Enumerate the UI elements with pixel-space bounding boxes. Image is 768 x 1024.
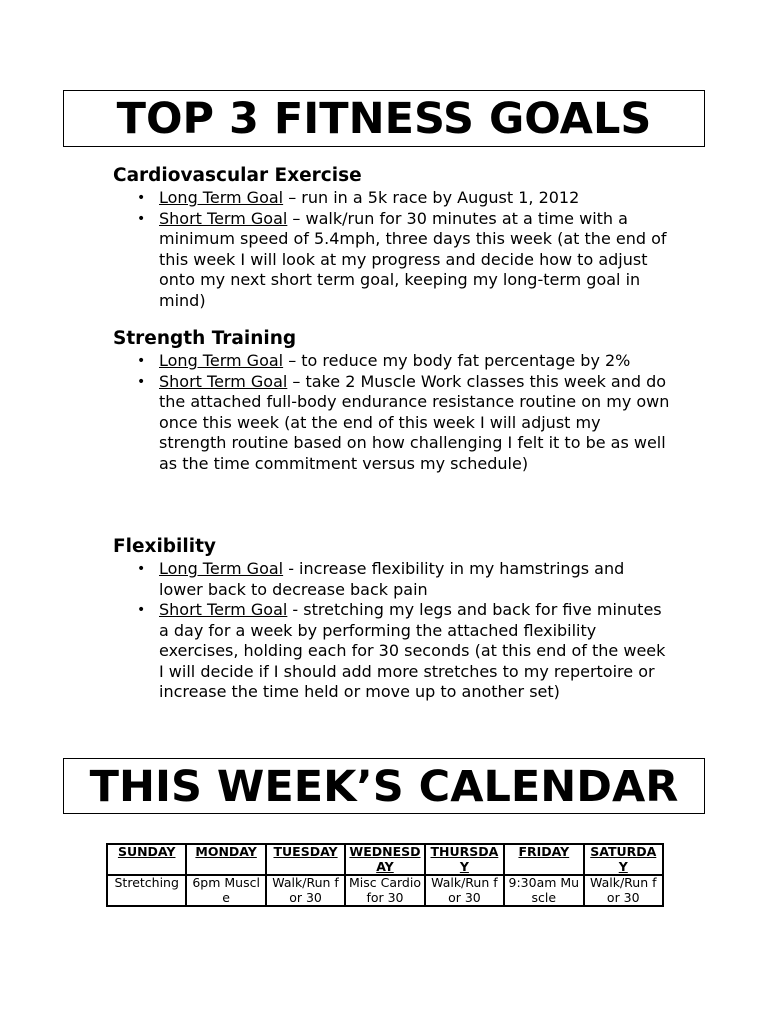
goal-list <box>113 351 673 474</box>
table-cell: Stretching <box>107 875 186 906</box>
goal-label: Short Term Goal <box>159 371 288 391</box>
bullet-icon: • <box>137 190 146 206</box>
table-header-row <box>107 844 663 875</box>
goal-label: Long Term Goal <box>159 351 284 370</box>
column-header-friday: FRIDAY <box>504 844 583 875</box>
goal-list <box>113 188 673 311</box>
goal-text: – run in a 5k race by August 1, 2012 <box>283 188 580 207</box>
list-item <box>113 209 673 312</box>
section-strength-training <box>113 327 673 474</box>
goal-label: Short Term Goal <box>159 600 288 619</box>
goal-text: - increase flexibility in my hamstrings and lower back to decrease back pain <box>159 559 625 599</box>
list-item <box>113 372 673 475</box>
section-heading: Cardiovascular Exercise <box>113 165 362 186</box>
column-header-thursday: THURSDAY <box>425 844 504 875</box>
table-cell: Walk/Run for 30 <box>584 875 663 906</box>
goal-text: – walk/run for 30 minutes at a time with a minimum speed of 5.4mph, three days this week (at the end of this week I will look at my progress and decide how to adjust onto my next short term goal, keeping my long-term goal in mind) <box>159 208 667 310</box>
section-heading: Flexibility <box>113 536 216 557</box>
table-cell: Walk/Run for 30 <box>266 875 345 906</box>
column-header-monday: MONDAY <box>186 844 265 875</box>
bullet-icon: • <box>137 210 146 227</box>
column-header-sunday: SUNDAY <box>107 844 186 875</box>
section-cardiovascular <box>113 164 673 311</box>
calendar-title: THIS WEEK’S CALENDAR <box>63 758 705 814</box>
page-title: TOP 3 FITNESS GOALS <box>63 90 705 147</box>
table-cell: 6pm Muscle <box>186 875 265 906</box>
section-flexibility <box>113 535 673 703</box>
section-heading: Strength Training <box>113 328 297 349</box>
goal-text: – to reduce my body fat percentage by 2% <box>283 351 631 370</box>
column-header-tuesday: TUESDAY <box>266 844 345 875</box>
bullet-icon: • <box>137 561 146 577</box>
bullet-icon: • <box>137 602 146 618</box>
list-item <box>113 559 673 600</box>
bullet-icon: • <box>137 373 146 390</box>
list-item <box>113 188 673 209</box>
list-item <box>113 600 673 703</box>
list-item <box>113 351 673 372</box>
goal-text: – take 2 Muscle Work classes this week and do the attached full-body endurance resistance routine on my own once this week (at the end of this week I will adjust my strength routine based on how challenging I felt it to be as well as the time commitment versus my schedule) <box>159 371 670 473</box>
table-cell: Walk/Run for 30 <box>425 875 504 906</box>
goal-label: Long Term Goal <box>159 188 284 207</box>
weekly-calendar-table <box>106 843 664 907</box>
goal-label: Long Term Goal <box>159 559 284 578</box>
goal-text: - stretching my legs and back for five minutes a day for a week by performing the attached flexibility exercises, holding each for 30 seconds (at this end of the week I will decide if I should add more stretches to my repertoire or increase the time held or move up to another set) <box>159 600 666 701</box>
bullet-icon: • <box>137 353 146 369</box>
goal-label: Short Term Goal <box>159 208 288 228</box>
table-cell: 9:30am Muscle <box>504 875 583 906</box>
table-row <box>107 875 663 906</box>
table-cell: Misc Cardio for 30 <box>345 875 424 906</box>
column-header-wednesday: WEDNESDAY <box>345 844 424 875</box>
goal-list <box>113 559 673 703</box>
column-header-saturday: SATURDAY <box>584 844 663 875</box>
